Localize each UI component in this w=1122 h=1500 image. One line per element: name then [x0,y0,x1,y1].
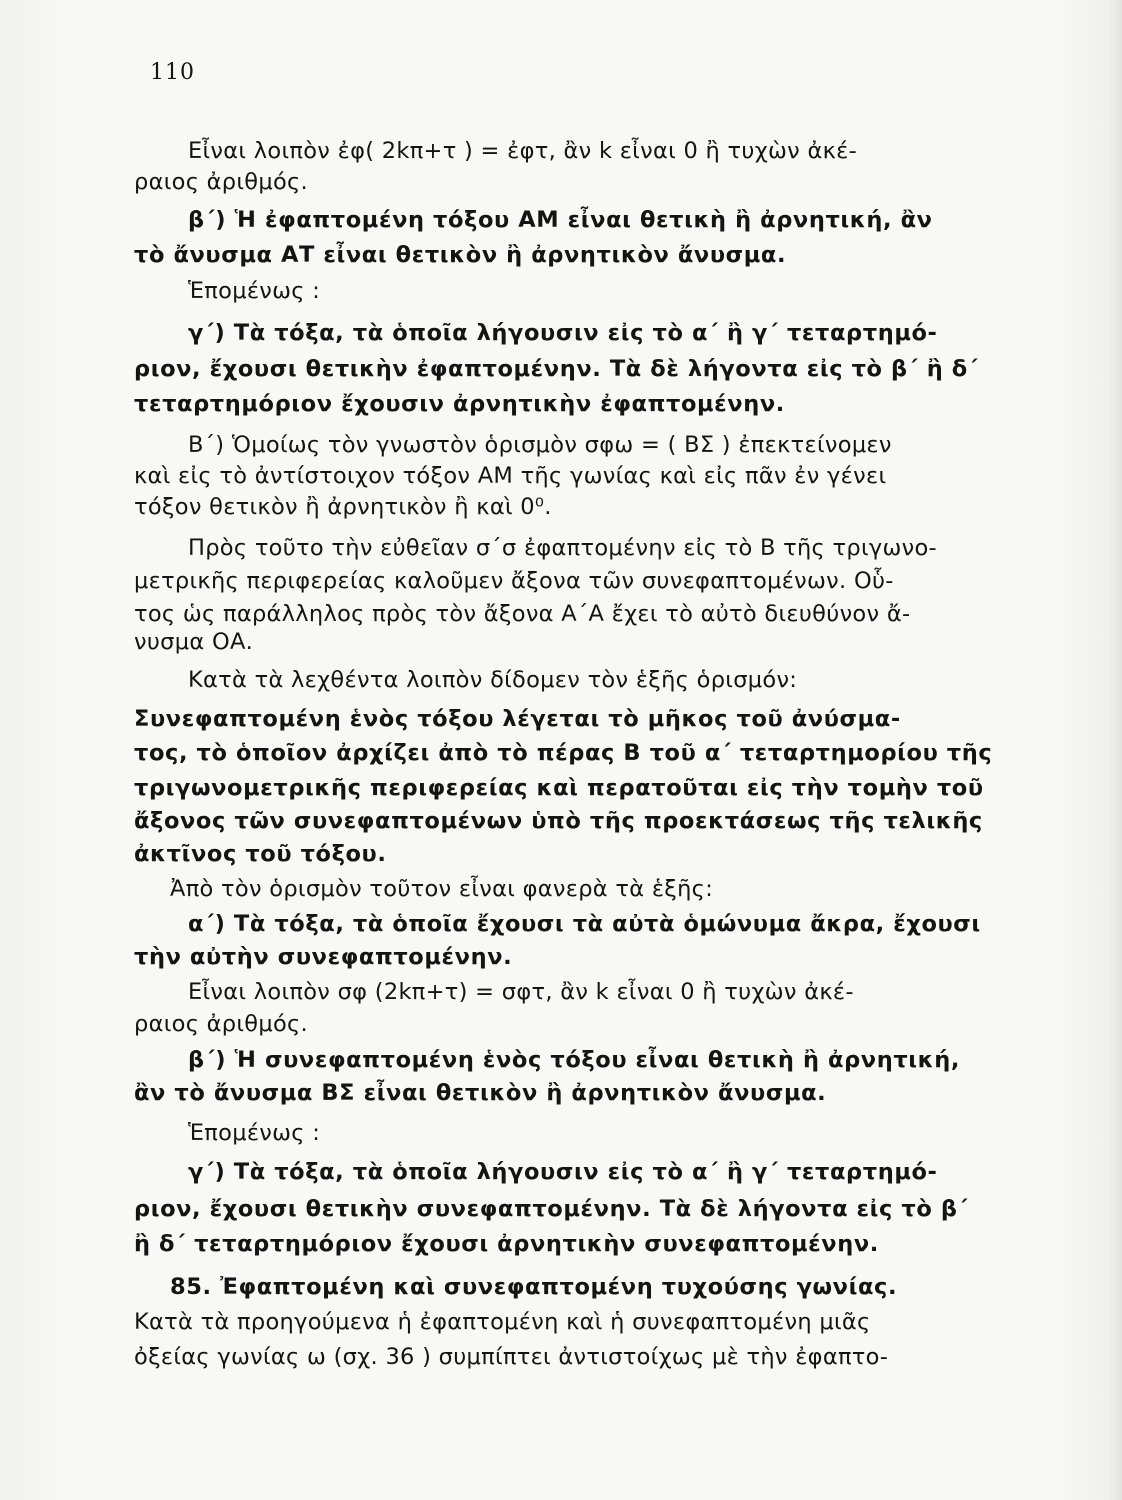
text-line: τος ὡς παράλληλος πρὸς τὸν ἄξονα Α΄Α ἔχει τὸ αὐτὸ διευθύνον ἄ- [134,601,911,627]
text-line: τριγωνομετρικῆς περιφερείας καὶ περατοῦται εἰς τὴν τομὴν τοῦ [134,775,984,801]
section-heading: 85. Ἐφαπτομένη καὶ συνεφαπτομένη τυχούσης γωνίας. [170,1274,898,1300]
text-line: νυσμα ΟΑ. [134,629,254,655]
text-line: ἄξονος τῶν συνεφαπτομένων ὑπὸ τῆς προεκτάσεως τῆς τελικῆς [134,808,983,834]
text-line: τεταρτημόριον ἔχουσιν ἀρνητικὴν ἐφαπτομένην. [134,391,785,417]
text-line: μετρικῆς περιφερείας καλοῦμεν ἄξονα τῶν συνεφαπτομένων. Οὗ- [134,568,894,594]
text-line: Κατὰ τὰ λεχθέντα λοιπὸν δίδομεν τὸν ἑξῆς ὁρισμόν: [188,667,798,693]
text-line: Ἀπὸ τὸν ὁρισμὸν τοῦτον εἶναι φανερὰ τὰ ἑξῆς: [170,876,714,902]
text-line: τος, τὸ ὁποῖον ἀρχίζει ἀπὸ τὸ πέρας Β τοῦ α΄ τεταρτημορίου τῆς [134,740,993,766]
text-line: ἀκτῖνος τοῦ τόξου. [134,841,387,867]
text-line: γ΄) Τὰ τόξα, τὰ ὁποῖα λήγουσιν εἰς τὸ α΄ ἢ γ΄ τεταρτημό- [188,320,938,346]
text-line: α΄) Τὰ τόξα, τὰ ὁποῖα ἔχουσι τὰ αὐτὰ ὁμώνυμα ἄκρα, ἔχουσι [188,911,981,937]
text-line: ἂν τὸ ἄνυσμα ΒΣ εἶναι θετικὸν ἢ ἀρνητικὸν ἄνυσμα. [134,1080,827,1106]
text-line: Πρὸς τοῦτο τὴν εὐθεῖαν σ΄σ ἐφαπτομένην εἰς τὸ Β τῆς τριγωνο- [188,535,937,561]
page-edge-shadow [1108,0,1122,1500]
text-line: Κατὰ τὰ προηγούμενα ἡ ἐφαπτομένη καὶ ἡ συνεφαπτομένη μιᾶς [134,1309,871,1335]
text-line: τὸ ἄνυσμα ΑΤ εἶναι θετικὸν ἢ ἀρνητικὸν ἄνυσμα. [134,242,787,268]
text-line: β΄) Ἡ συνεφαπτομένη ἑνὸς τόξου εἶναι θετικὴ ἢ ἀρνητική, [188,1047,961,1073]
text-line: Εἶναι λοιπὸν ἐφ( 2kπ+τ ) = ἐφτ, ἂν k εἶναι 0 ἢ τυχὼν ἀκέ- [188,138,858,164]
text-line: ὀξείας γωνίας ω (σχ. 36 ) συμπίπτει ἀντιστοίχως μὲ τὴν ἐφαπτο- [134,1344,889,1370]
text-line: τόξον θετικὸν ἢ ἀρνητικὸν ἢ καὶ 0⁰. [134,494,552,520]
text-line: γ΄) Τὰ τόξα, τὰ ὁποῖα λήγουσιν εἰς τὸ α΄ ἢ γ΄ τεταρτημό- [188,1159,938,1185]
text-line: ραιος ἀριθμός. [134,169,308,195]
text-line: Β΄) Ὁμοίως τὸν γνωστὸν ὁρισμὸν σφω = ( ΒΣ ) ἐπεκτείνομεν [188,432,892,458]
text-line: Συνεφαπτομένη ἑνὸς τόξου λέγεται τὸ μῆκος τοῦ ἀνύσμα- [134,706,901,732]
text-line: β΄) Ἡ ἐφαπτομένη τόξου ΑΜ εἶναι θετικὴ ἢ ἀρνητική, ἂν [188,207,933,233]
text-line: τὴν αὐτὴν συνεφαπτομένην. [134,944,513,970]
text-line: Ἑπομένως : [188,278,321,304]
text-line: Ἑπομένως : [188,1120,321,1146]
text-line: καὶ εἰς τὸ ἀντίστοιχον τόξον ΑΜ τῆς γωνίας καὶ εἰς πᾶν ἐν γένει [134,463,887,489]
text-line: ριον, ἔχουσι θετικὴν ἐφαπτομένην. Τὰ δὲ λήγοντα εἰς τὸ β΄ ἢ δ΄ [134,356,979,382]
text-line: Εἶναι λοιπὸν σφ (2kπ+τ) = σφτ, ἂν k εἶναι 0 ἢ τυχὼν ἀκέ- [188,979,854,1005]
text-line: ἢ δ΄ τεταρτημόριον ἔχουσι ἀρνητικὴν συνεφαπτομένην. [134,1231,879,1257]
text-line: ραιος ἀριθμός. [134,1011,308,1037]
text-line: ριον, ἔχουσι θετικὴν συνεφαπτομένην. Τὰ δὲ λήγοντα εἰς τὸ β΄ [134,1196,969,1222]
page-number: 110 [150,60,195,85]
